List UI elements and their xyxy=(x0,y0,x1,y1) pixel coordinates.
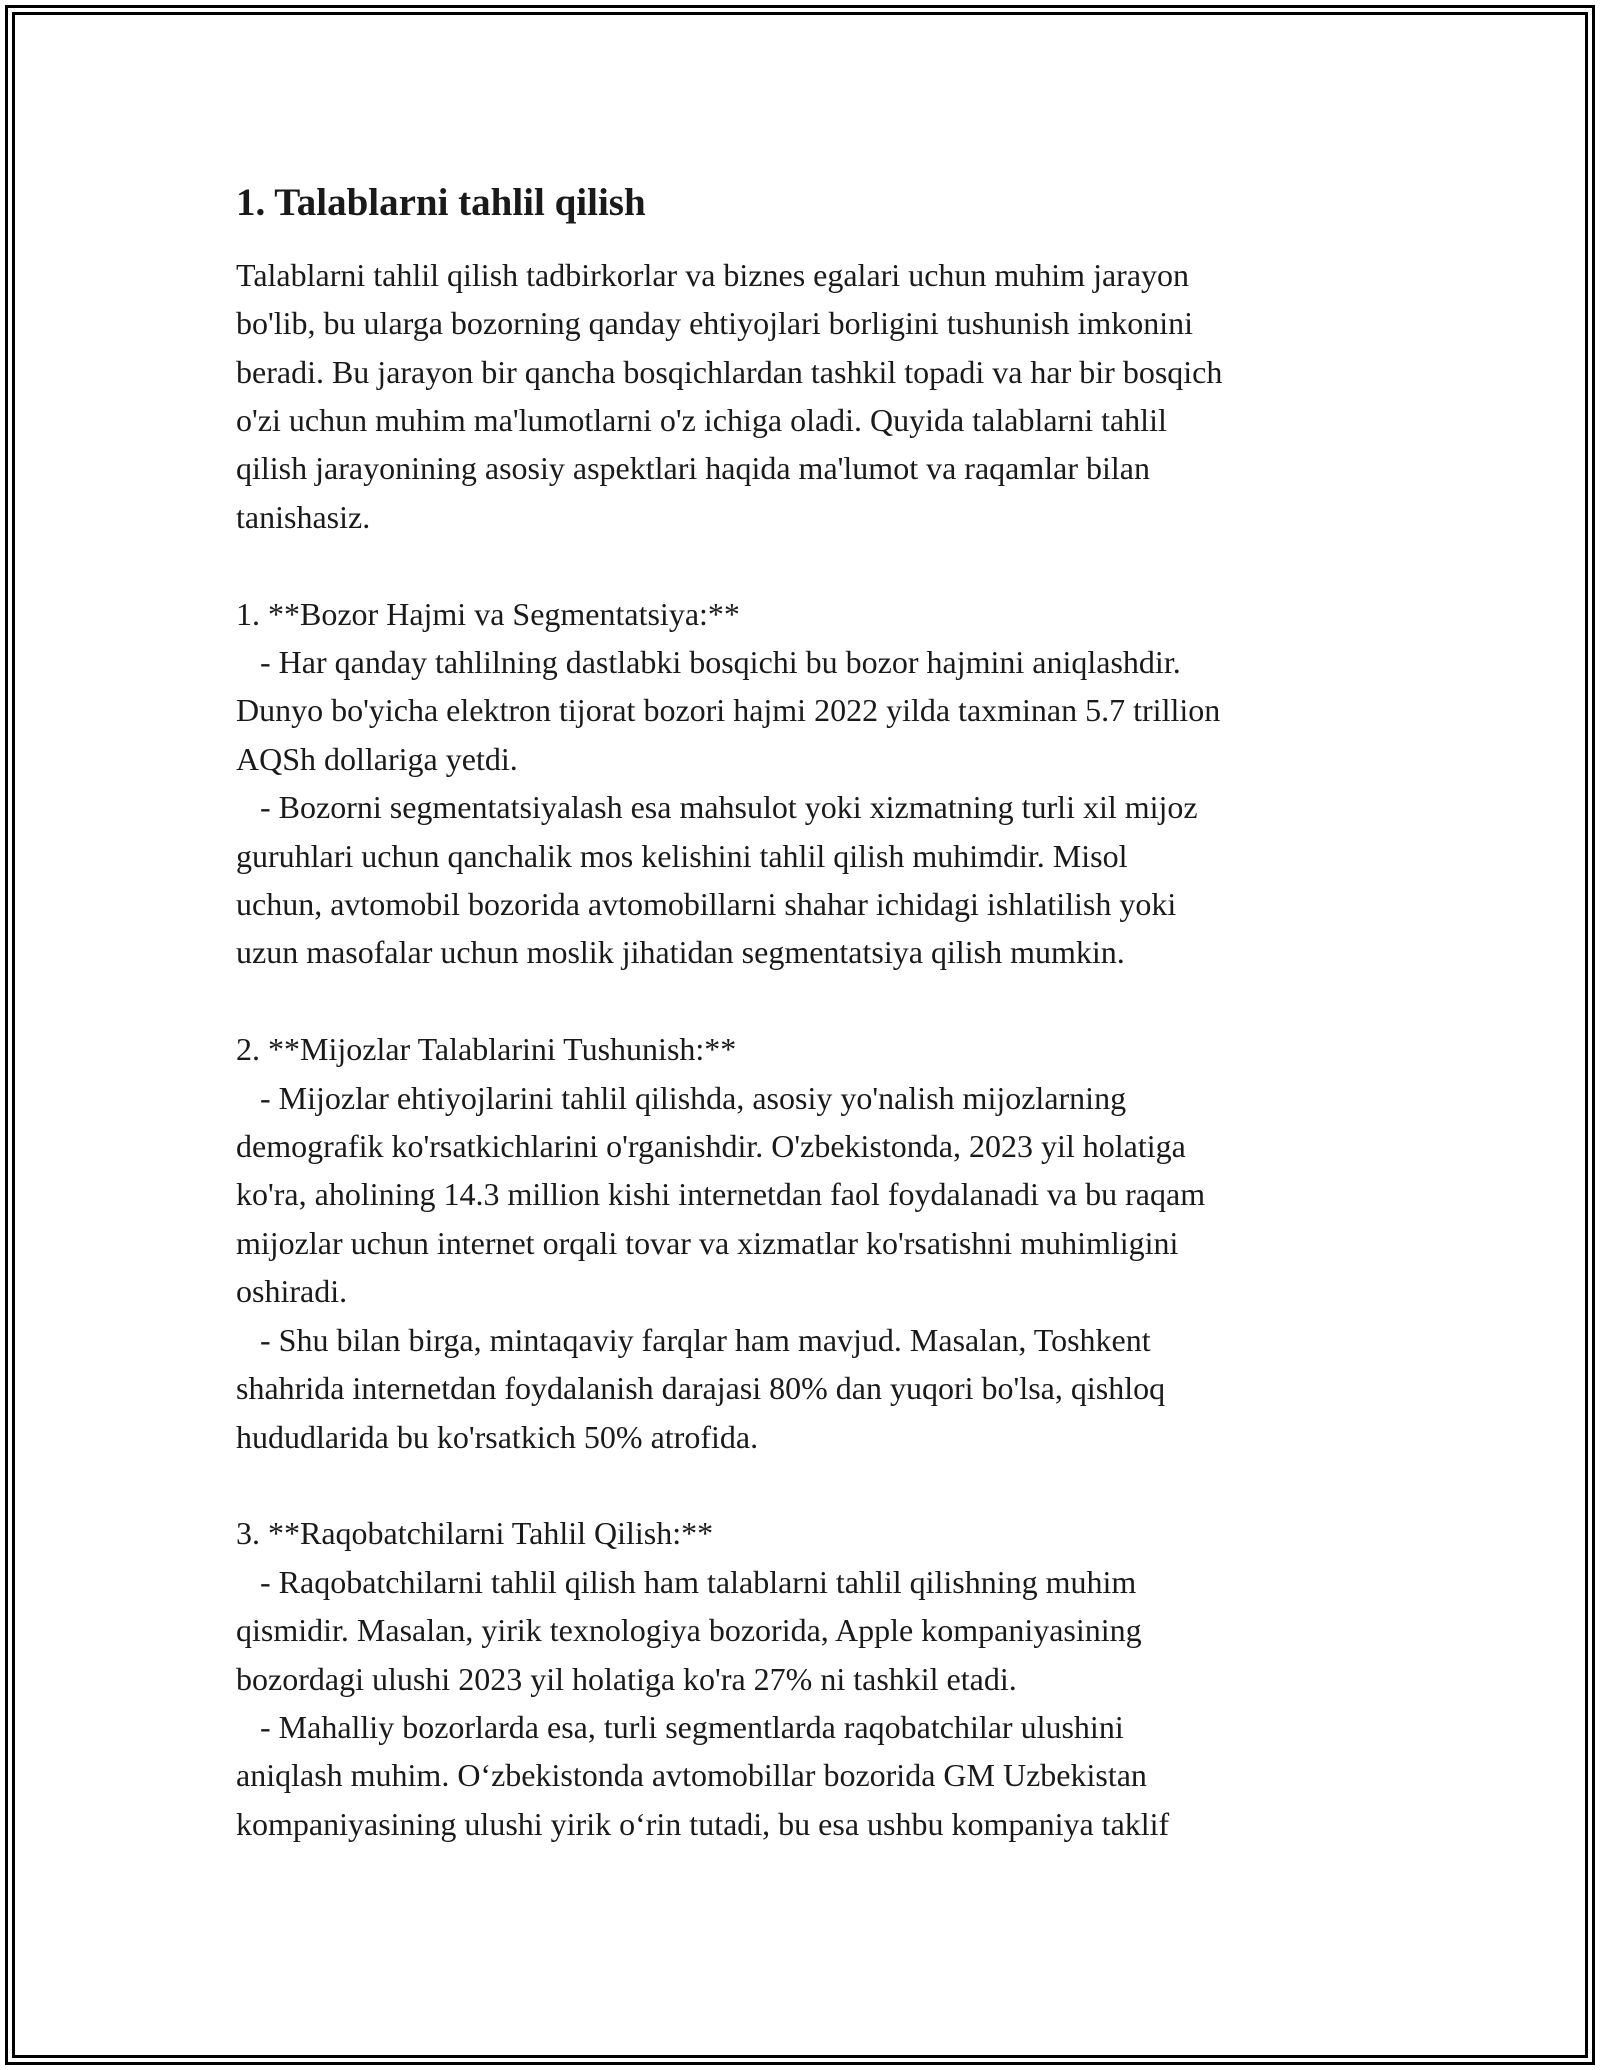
list-item-title: 3. **Raqobatchilarni Tahlil Qilish:** xyxy=(236,1515,714,1552)
paragraph-gap xyxy=(236,977,1376,1025)
text-line: beradi. Bu jarayon bir qancha bosqichlardan tashkil topadi va har bir bosqich xyxy=(236,353,1223,390)
text-line: uzun masofalar uchun moslik jihatidan segmentatsiya qilish mumkin. xyxy=(236,934,1125,971)
text-line: bozordagi ulushi 2023 yil holatiga ko'ra 27% ni tashkil etadi. xyxy=(236,1660,1017,1697)
text-line: ko'ra, aholining 14.3 million kishi internetdan faol foydalanadi va bu raqam xyxy=(236,1176,1206,1213)
section-2-paragraph xyxy=(236,1025,1376,1461)
text-line: Talablarni tahlil qilish tadbirkorlar va biznes egalari uchun muhim jarayon xyxy=(236,256,1190,293)
text-line: - Raqobatchilarni tahlil qilish ham talablarni tahlil qilishning muhim xyxy=(236,1563,1137,1600)
text-line: oshiradi. xyxy=(236,1273,348,1310)
text-line: bo'lib, bu ularga bozorning qanday ehtiyojlari borligini tushunish imkonini xyxy=(236,305,1194,342)
text-line: demografik ko'rsatkichlarini o'rganishdir. O'zbekistonda, 2023 yil holatiga xyxy=(236,1128,1186,1165)
text-line: hududlarida bu ko'rsatkich 50% atrofida. xyxy=(236,1418,759,1455)
paragraph-gap xyxy=(236,541,1376,589)
text-line: aniqlash muhim. O‘zbekistonda avtomobillar bozorida GM Uzbekistan xyxy=(236,1757,1147,1794)
section-1-paragraph xyxy=(236,590,1376,977)
text-line: - Har qanday tahlilning dastlabki bosqichi bu bozor hajmini aniqlashdir. xyxy=(236,644,1181,681)
list-item-title: 2. **Mijozlar Talablarini Tushunish:** xyxy=(236,1031,737,1068)
section-3-paragraph xyxy=(236,1509,1376,1848)
text-line: AQSh dollariga yetdi. xyxy=(236,740,518,777)
text-line: qilish jarayonining asosiy aspektlari haqida ma'lumot va raqamlar bilan xyxy=(236,450,1150,487)
text-line: tanishasiz. xyxy=(236,498,371,535)
text-line: o'zi uchun muhim ma'lumotlarni o'z ichiga oladi. Quyida talablarni tahlil xyxy=(236,402,1167,439)
text-line: mijozlar uchun internet orqali tovar va xizmatlar ko'rsatishni muhimligini xyxy=(236,1224,1179,1261)
text-line: - Shu bilan birga, mintaqaviy farqlar ham mavjud. Masalan, Toshkent xyxy=(236,1321,1151,1358)
document-page xyxy=(236,180,1376,1848)
text-line: guruhlari uchun qanchalik mos kelishini tahlil qilish muhimdir. Misol xyxy=(236,837,1128,874)
text-line: kompaniyasining ulushi yirik o‘rin tutadi, bu esa ushbu kompaniya taklif xyxy=(236,1805,1170,1842)
text-line: - Mahalliy bozorlarda esa, turli segmentlarda raqobatchilar ulushini xyxy=(236,1708,1124,1745)
intro-paragraph xyxy=(236,251,1376,541)
text-line: - Mijozlar ehtiyojlarini tahlil qilishda, asosiy yo'nalish mijozlarning xyxy=(236,1079,1127,1116)
text-line: Dunyo bo'yicha elektron tijorat bozori hajmi 2022 yilda taxminan 5.7 trillion xyxy=(236,692,1221,729)
text-line: qismidir. Masalan, yirik texnologiya bozorida, Apple kompaniyasining xyxy=(236,1612,1142,1649)
text-line: - Bozorni segmentatsiyalash esa mahsulot yoki xizmatning turli xil mijoz xyxy=(236,789,1198,826)
paragraph-gap xyxy=(236,1461,1376,1509)
text-line: uchun, avtomobil bozorida avtomobillarni shahar ichidagi ishlatilish yoki xyxy=(236,886,1177,923)
text-line: shahrida internetdan foydalanish darajasi 80% dan yuqori bo'lsa, qishloq xyxy=(236,1370,1166,1407)
section-heading: 1. Talablarni tahlil qilish xyxy=(236,181,646,224)
list-item-title: 1. **Bozor Hajmi va Segmentatsiya:** xyxy=(236,595,740,632)
